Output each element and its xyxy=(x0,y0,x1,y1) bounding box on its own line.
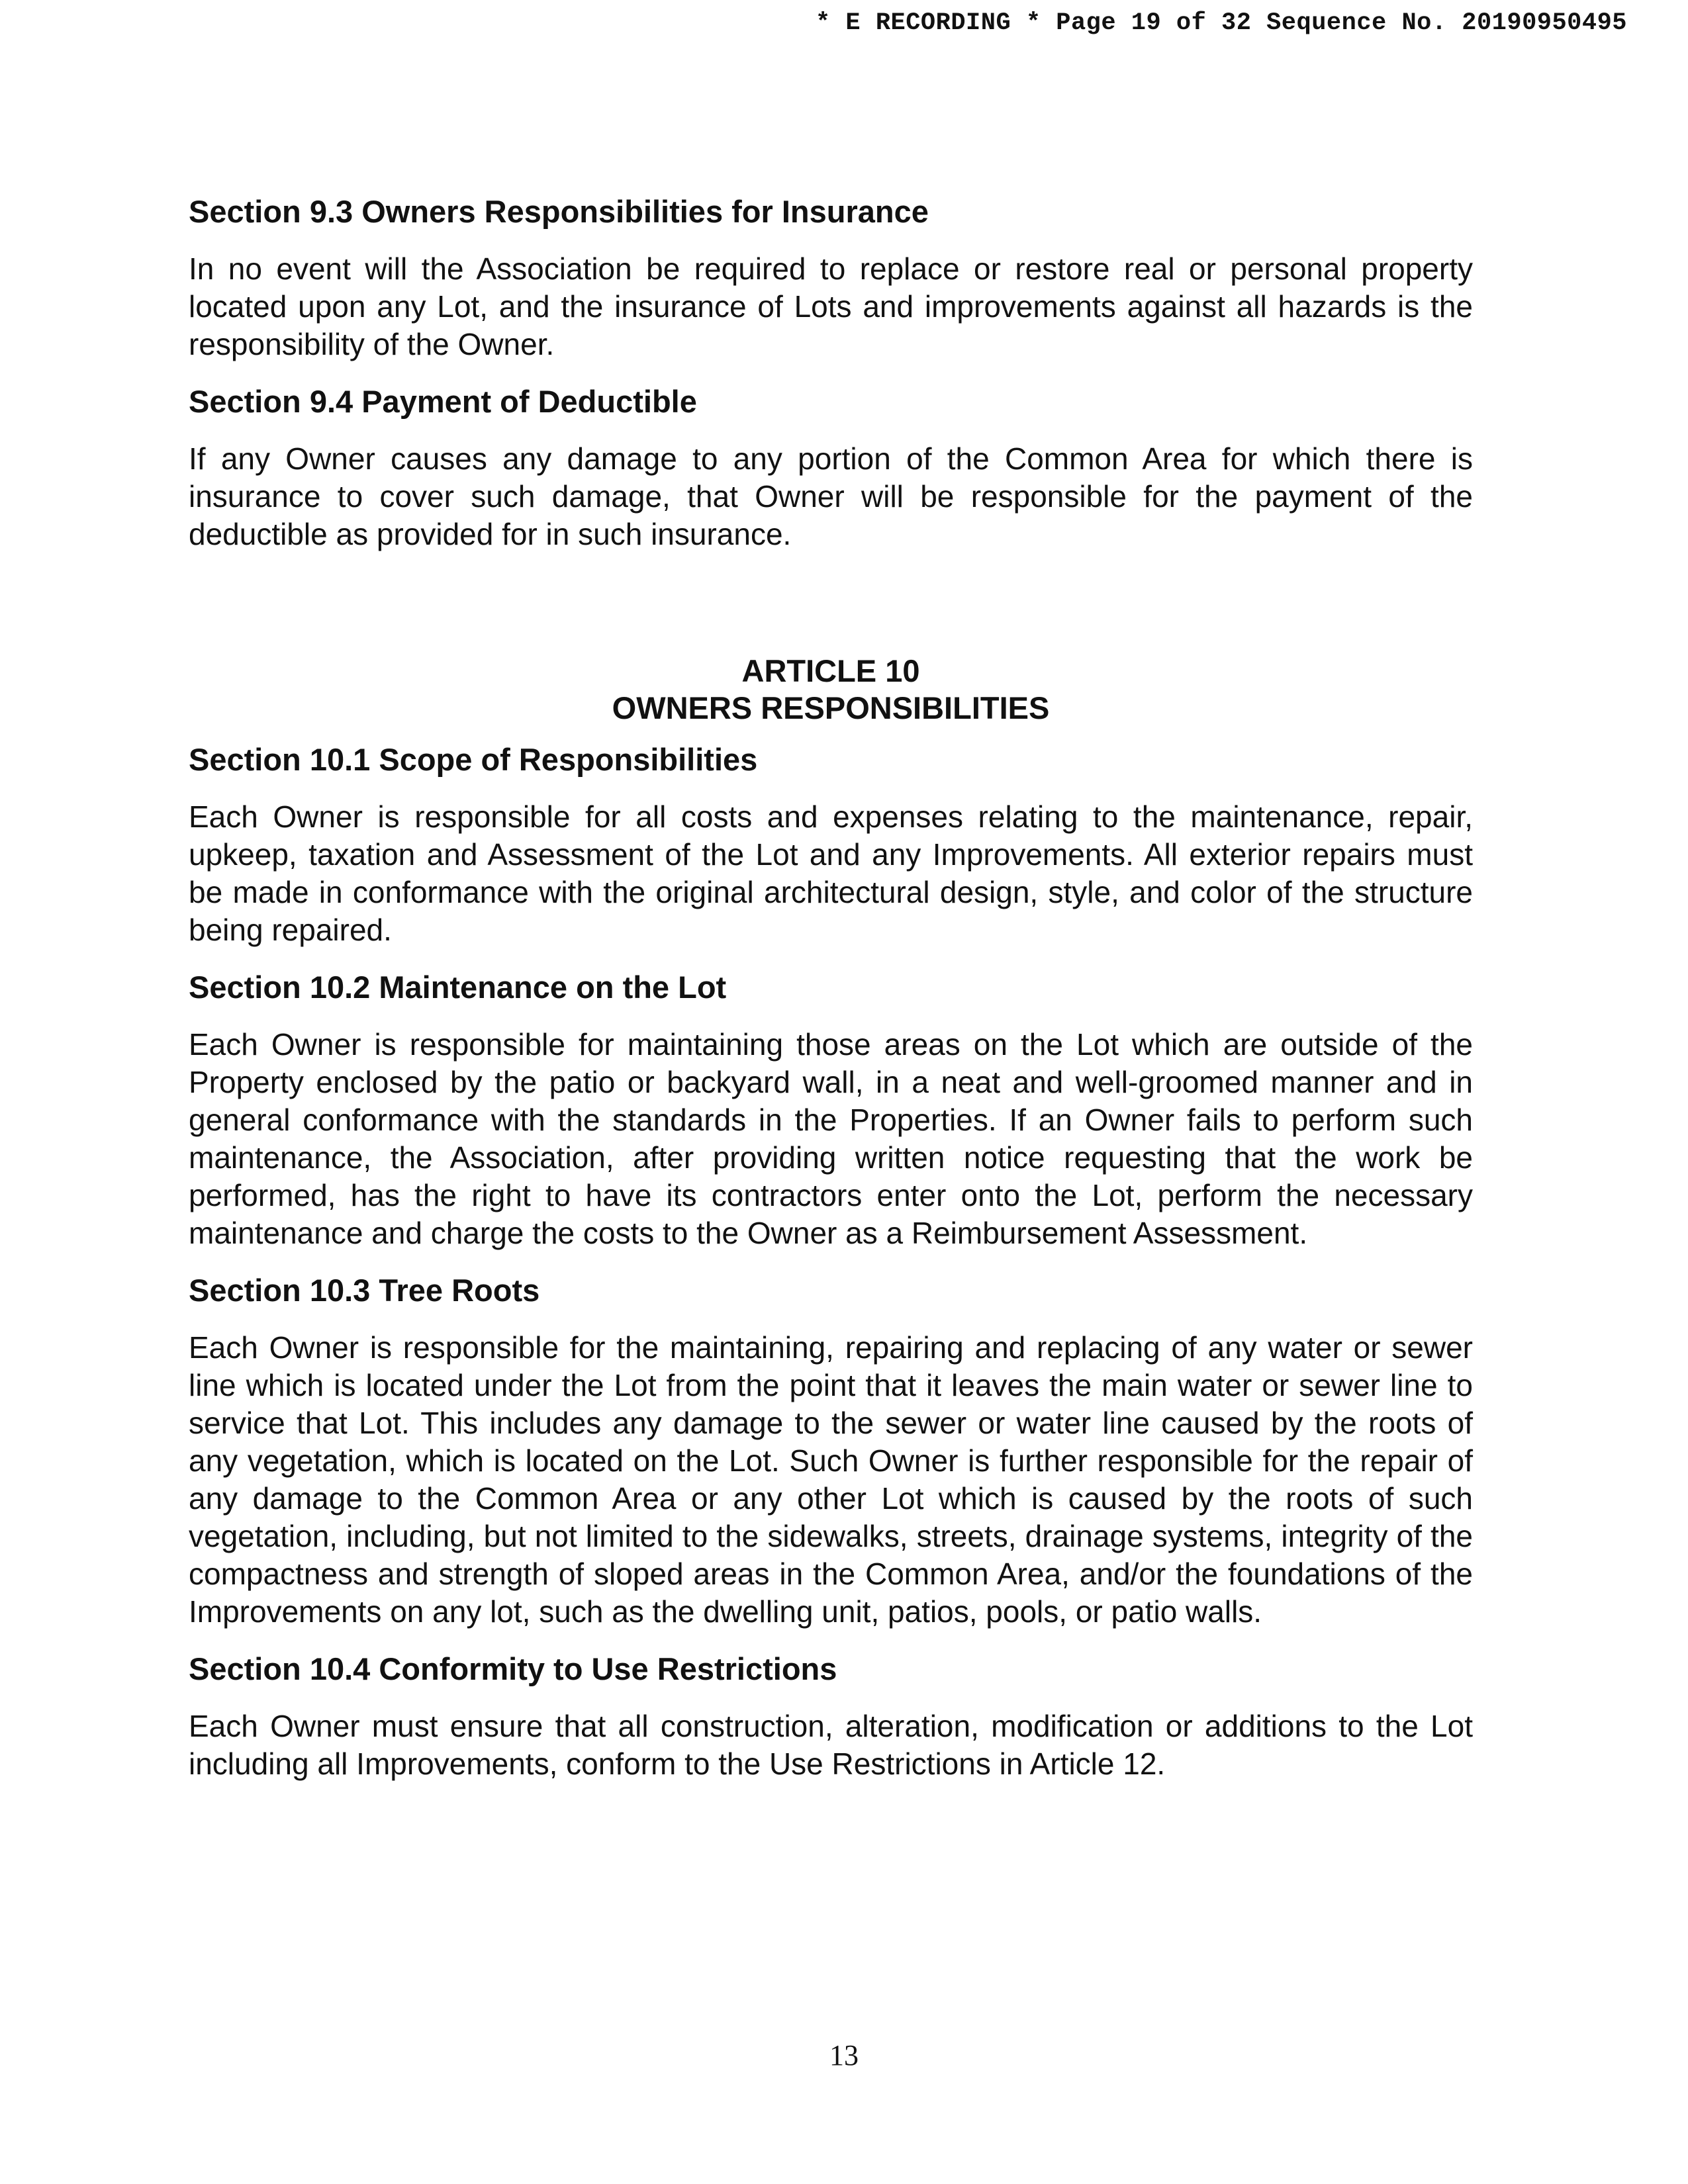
article-title: OWNERS RESPONSIBILITIES xyxy=(612,690,1050,725)
section-10-4-body: Each Owner must ensure that all construction, alteration, modification or additions to the Lot including all Improvements, conform to the Use Restrictions in Article 12. xyxy=(189,1709,1473,1781)
section-10-2-heading: Section 10.2 Maintenance on the Lot xyxy=(189,970,727,1005)
section-9-4-body: If any Owner causes any damage to any portion of the Common Area for which there is insurance to cover such damage, that Owner will be responsible for the payment of the deductible as provided for in such insurance. xyxy=(189,441,1473,551)
article-number: ARTICLE 10 xyxy=(741,653,920,688)
page-number: 13 xyxy=(829,2039,859,2071)
document-body xyxy=(189,192,1473,1801)
section-10-4-heading: Section 10.4 Conformity to Use Restrictions xyxy=(189,1651,837,1686)
section-9-3-heading: Section 9.3 Owners Responsibilities for Insurance xyxy=(189,194,929,229)
section-10-1-heading: Section 10.1 Scope of Responsibilities xyxy=(189,742,758,777)
section-10-3-heading: Section 10.3 Tree Roots xyxy=(189,1273,540,1308)
section-10-1-body: Each Owner is responsible for all costs and expenses relating to the maintenance, repair, upkeep, taxation and Assessment of the Lot and any Improvements. All exterior repairs must be made in conformance with the original architectural design, style, and color of the structure being repaired. xyxy=(189,799,1473,947)
section-9-3-body: In no event will the Association be required to replace or restore real or personal property located upon any Lot, and the insurance of Lots and improvements against all hazards is the responsibility of the Owner. xyxy=(189,251,1473,361)
recording-header: * E RECORDING * Page 19 of 32 Sequence No. 20190950495 xyxy=(816,9,1627,37)
section-10-2-body: Each Owner is responsible for maintaining those areas on the Lot which are outside of the Property enclosed by the patio or backyard wall, in a neat and well-groomed manner and in general conformance with the standards in the Properties. If an Owner fails to perform such maintenance, the Association, after providing written notice requesting that the work be performed, has the right to have its contractors enter onto the Lot, perform the necessary maintenance and charge the costs to the Owner as a Reimbursement Assessment. xyxy=(189,1027,1473,1250)
section-9-4-heading: Section 9.4 Payment of Deductible xyxy=(189,384,697,419)
article-heading xyxy=(189,653,1473,727)
section-10-3-body: Each Owner is responsible for the maintaining, repairing and replacing of any water or sewer line which is located under the Lot from the point that it leaves the main water or sewer line to service that Lot. This includes any damage to the sewer or water line caused by the roots of any vegetation, which is located on the Lot. Such Owner is further responsible for the repair of any damage to the Common Area or any other Lot which is caused by the roots of such vegetation, including, but not limited to the sidewalks, streets, drainage systems, integrity of the compactness and strength of sloped areas in the Common Area, and/or the foundations of the Improvements on any lot, such as the dwelling unit, patios, pools, or patio walls. xyxy=(189,1330,1473,1629)
